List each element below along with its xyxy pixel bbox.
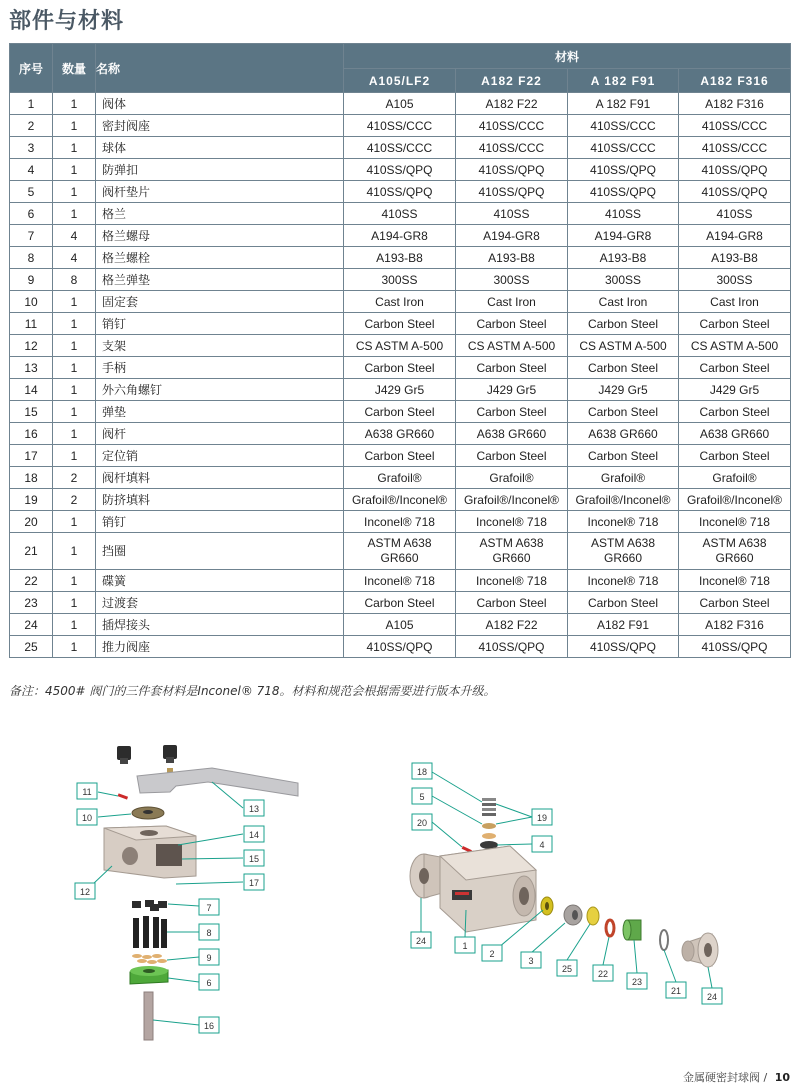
cell-material: J429 Gr5 xyxy=(568,379,679,401)
cell-seq: 3 xyxy=(10,137,53,159)
cell-material: CS ASTM A-500 xyxy=(344,335,456,357)
svg-text:19: 19 xyxy=(536,813,548,823)
cell-material: ASTM A638 GR660 xyxy=(568,533,679,570)
cell-material: Inconel® 718 xyxy=(568,511,679,533)
svg-text:13: 13 xyxy=(248,804,260,814)
hex-nut-icon xyxy=(117,745,177,764)
cell-material: Carbon Steel xyxy=(344,401,456,423)
cell-qty: 4 xyxy=(53,247,96,269)
cell-material: CS ASTM A-500 xyxy=(568,335,679,357)
cell-seq: 13 xyxy=(10,357,53,379)
table-row xyxy=(10,313,791,335)
cell-material: 300SS xyxy=(456,269,568,291)
cell-material: Cast Iron xyxy=(456,291,568,313)
cell-qty: 2 xyxy=(53,467,96,489)
table-row xyxy=(10,489,791,511)
header-material-f316: A182 F316 xyxy=(679,69,791,93)
cell-name: 定位销 xyxy=(96,445,344,467)
callout-6 xyxy=(199,974,219,990)
cell-material: Grafoil®/Inconel® xyxy=(568,489,679,511)
adapter-sleeve-icon xyxy=(623,920,641,940)
svg-text:18: 18 xyxy=(416,767,428,777)
svg-text:2: 2 xyxy=(489,949,495,959)
gland-icon xyxy=(130,966,168,984)
svg-text:16: 16 xyxy=(203,1021,215,1031)
callout-4 xyxy=(532,836,552,852)
cell-material: Grafoil® xyxy=(679,467,791,489)
cell-qty: 4 xyxy=(53,225,96,247)
cell-material: Grafoil®/Inconel® xyxy=(679,489,791,511)
cell-seq: 2 xyxy=(10,115,53,137)
cell-material: A638 GR660 xyxy=(679,423,791,445)
cell-name: 弹垫 xyxy=(96,401,344,423)
cell-material: 410SS/QPQ xyxy=(568,159,679,181)
cell-name: 推力阀座 xyxy=(96,636,344,658)
cell-material: Cast Iron xyxy=(344,291,456,313)
cell-seq: 5 xyxy=(10,181,53,203)
cell-qty: 1 xyxy=(53,511,96,533)
cell-material: 410SS/QPQ xyxy=(456,636,568,658)
cell-seq: 22 xyxy=(10,570,53,592)
table-row xyxy=(10,225,791,247)
cell-material: Cast Iron xyxy=(679,291,791,313)
callout-18 xyxy=(412,763,432,779)
cell-seq: 25 xyxy=(10,636,53,658)
cell-name: 外六角螺钉 xyxy=(96,379,344,401)
packing-stack-icon xyxy=(480,798,498,849)
cell-material: Carbon Steel xyxy=(679,445,791,467)
ball-icon xyxy=(564,905,582,925)
table-row xyxy=(10,181,791,203)
callout-5 xyxy=(412,788,432,804)
cell-name: 过渡套 xyxy=(96,592,344,614)
stem-icon xyxy=(144,992,153,1040)
end-connector-right-icon xyxy=(682,933,718,967)
callout-19 xyxy=(532,809,552,825)
cell-material: 410SS/QPQ xyxy=(344,181,456,203)
callout-1 xyxy=(455,937,475,953)
cell-material: 410SS/CCC xyxy=(568,137,679,159)
cell-name: 销钉 xyxy=(96,511,344,533)
cell-name: 阀体 xyxy=(96,93,344,115)
cell-material: A638 GR660 xyxy=(344,423,456,445)
cell-name: 阀杆 xyxy=(96,423,344,445)
header-material: 材料 xyxy=(344,44,791,69)
cell-name: 格兰螺栓 xyxy=(96,247,344,269)
cell-name: 手柄 xyxy=(96,357,344,379)
cell-seq: 4 xyxy=(10,159,53,181)
cell-material: Inconel® 718 xyxy=(456,511,568,533)
cell-material: A182 F22 xyxy=(456,93,568,115)
cell-material: 410SS/QPQ xyxy=(568,636,679,658)
cell-qty: 1 xyxy=(53,379,96,401)
cell-material: J429 Gr5 xyxy=(456,379,568,401)
table-row xyxy=(10,423,791,445)
cell-name: 支架 xyxy=(96,335,344,357)
cell-name: 防挤填料 xyxy=(96,489,344,511)
cell-material: Carbon Steel xyxy=(344,592,456,614)
cell-name: 插焊接头 xyxy=(96,614,344,636)
table-row xyxy=(10,357,791,379)
svg-text:14: 14 xyxy=(248,830,260,840)
header-material-a105: A105/LF2 xyxy=(344,69,456,93)
cell-qty: 1 xyxy=(53,592,96,614)
table-row xyxy=(10,614,791,636)
svg-text:1: 1 xyxy=(462,941,468,951)
cell-seq: 19 xyxy=(10,489,53,511)
table-row xyxy=(10,203,791,225)
svg-text:8: 8 xyxy=(206,928,212,938)
cell-material: 410SS/QPQ xyxy=(568,181,679,203)
cell-material: Inconel® 718 xyxy=(568,570,679,592)
cell-material: CS ASTM A-500 xyxy=(456,335,568,357)
cell-material: 410SS/CCC xyxy=(679,137,791,159)
gland-bolts-icon xyxy=(133,916,167,948)
cell-qty: 1 xyxy=(53,181,96,203)
cell-material: 410SS/QPQ xyxy=(679,181,791,203)
cell-material: 410SS/QPQ xyxy=(456,181,568,203)
cell-material: A182 F22 xyxy=(456,614,568,636)
cell-name: 挡圈 xyxy=(96,533,344,570)
cell-qty: 1 xyxy=(53,423,96,445)
page-number: 10 xyxy=(774,1071,790,1084)
table-row xyxy=(10,379,791,401)
cell-material: Grafoil®/Inconel® xyxy=(456,489,568,511)
cell-material: Carbon Steel xyxy=(456,445,568,467)
table-row xyxy=(10,467,791,489)
cell-material: Inconel® 718 xyxy=(679,511,791,533)
cell-name: 防弹扣 xyxy=(96,159,344,181)
cell-material: Grafoil® xyxy=(344,467,456,489)
svg-text:3: 3 xyxy=(528,956,534,966)
parts-materials-table xyxy=(9,43,791,658)
table-row xyxy=(10,247,791,269)
svg-text:5: 5 xyxy=(419,792,425,802)
retaining-ring-icon xyxy=(660,930,668,950)
cell-material: Carbon Steel xyxy=(456,592,568,614)
callout-24 xyxy=(411,932,431,948)
cell-material: 410SS/QPQ xyxy=(679,636,791,658)
handle-icon xyxy=(137,768,298,796)
cell-material: Inconel® 718 xyxy=(456,570,568,592)
callout-9 xyxy=(199,949,219,965)
footnote: 备注：4500# 阀门的三件套材料是Inconel® 718。材料和规范会根据需要进行版本升级。 xyxy=(9,684,496,698)
table-row xyxy=(10,137,791,159)
cell-material: 410SS/CCC xyxy=(456,137,568,159)
cell-qty: 1 xyxy=(53,614,96,636)
cell-material: ASTM A638 GR660 xyxy=(456,533,568,570)
svg-text:17: 17 xyxy=(248,878,260,888)
cell-material: 410SS/QPQ xyxy=(679,159,791,181)
cell-material: A193-B8 xyxy=(456,247,568,269)
cell-qty: 1 xyxy=(53,357,96,379)
cell-material: Carbon Steel xyxy=(679,313,791,335)
callout-3 xyxy=(521,952,541,968)
svg-text:25: 25 xyxy=(561,964,573,974)
cell-material: J429 Gr5 xyxy=(344,379,456,401)
callout-13 xyxy=(244,800,264,816)
cell-seq: 10 xyxy=(10,291,53,313)
callout-10 xyxy=(77,809,97,825)
cell-material: Carbon Steel xyxy=(568,357,679,379)
cell-seq: 8 xyxy=(10,247,53,269)
cell-material: 300SS xyxy=(344,269,456,291)
cell-qty: 1 xyxy=(53,115,96,137)
cell-material: 410SS xyxy=(679,203,791,225)
table-row xyxy=(10,511,791,533)
cell-material: Grafoil® xyxy=(456,467,568,489)
cell-material: Carbon Steel xyxy=(456,357,568,379)
callout-23 xyxy=(627,973,647,989)
red-pin-icon xyxy=(118,793,128,799)
cell-material: 410SS/CCC xyxy=(679,115,791,137)
cell-material: Cast Iron xyxy=(568,291,679,313)
svg-text:20: 20 xyxy=(416,818,428,828)
svg-text:12: 12 xyxy=(79,887,91,897)
callout-2 xyxy=(482,945,502,961)
callout-17 xyxy=(244,874,264,890)
cell-material: 410SS/QPQ xyxy=(456,159,568,181)
cell-material: 410SS/CCC xyxy=(344,115,456,137)
table-row xyxy=(10,291,791,313)
cell-qty: 1 xyxy=(53,159,96,181)
cell-material: Carbon Steel xyxy=(679,592,791,614)
table-row xyxy=(10,636,791,658)
cell-name: 格兰螺母 xyxy=(96,225,344,247)
cell-seq: 7 xyxy=(10,225,53,247)
cell-seq: 24 xyxy=(10,614,53,636)
cell-material: 300SS xyxy=(568,269,679,291)
cell-material: Carbon Steel xyxy=(456,401,568,423)
header-material-f91: A 182 F91 xyxy=(568,69,679,93)
disc-spring-icon xyxy=(606,920,614,936)
table-row xyxy=(10,269,791,291)
callout-22 xyxy=(593,965,613,981)
cell-name: 销钉 xyxy=(96,313,344,335)
table-row xyxy=(10,115,791,137)
cell-seq: 18 xyxy=(10,467,53,489)
cell-seq: 20 xyxy=(10,511,53,533)
cell-material: Inconel® 718 xyxy=(679,570,791,592)
cell-material: A638 GR660 xyxy=(568,423,679,445)
table-row xyxy=(10,570,791,592)
cell-seq: 14 xyxy=(10,379,53,401)
cell-material: Grafoil®/Inconel® xyxy=(344,489,456,511)
cell-seq: 12 xyxy=(10,335,53,357)
callout-12 xyxy=(75,883,95,899)
cell-material: Carbon Steel xyxy=(679,357,791,379)
cell-material: Carbon Steel xyxy=(568,445,679,467)
cell-name: 格兰 xyxy=(96,203,344,225)
cell-material: 410SS/QPQ xyxy=(344,159,456,181)
cell-material: A182 F316 xyxy=(679,93,791,115)
svg-text:24: 24 xyxy=(415,936,427,946)
cell-qty: 1 xyxy=(53,335,96,357)
thrust-seat-icon xyxy=(587,907,599,925)
table-row xyxy=(10,93,791,115)
callout-24b xyxy=(702,988,722,1004)
page-title: 部件与材料 xyxy=(9,9,125,34)
footer-doc-title: 金属硬密封球阀 xyxy=(682,1071,760,1084)
cell-material: 410SS xyxy=(568,203,679,225)
svg-text:6: 6 xyxy=(206,978,212,988)
cell-material: Inconel® 718 xyxy=(344,511,456,533)
cell-seq: 1 xyxy=(10,93,53,115)
table-row xyxy=(10,159,791,181)
cell-name: 密封阀座 xyxy=(96,115,344,137)
cell-material: CS ASTM A-500 xyxy=(679,335,791,357)
cell-material: A193-B8 xyxy=(568,247,679,269)
cell-seq: 17 xyxy=(10,445,53,467)
header-material-f22: A182 F22 xyxy=(456,69,568,93)
cell-qty: 1 xyxy=(53,137,96,159)
cell-seq: 21 xyxy=(10,533,53,570)
callout-16 xyxy=(199,1017,219,1033)
cell-material: Carbon Steel xyxy=(568,592,679,614)
gland-nuts-icon xyxy=(132,900,167,911)
cell-material: A194-GR8 xyxy=(456,225,568,247)
valve-body-icon xyxy=(440,846,536,932)
cell-name: 阀杆垫片 xyxy=(96,181,344,203)
header-name: 名称 xyxy=(96,44,344,93)
callout-25 xyxy=(557,960,577,976)
cell-material: ASTM A638 GR660 xyxy=(679,533,791,570)
cell-qty: 1 xyxy=(53,203,96,225)
footer-separator: / xyxy=(763,1071,768,1084)
callout-14 xyxy=(244,826,264,842)
cell-material: Carbon Steel xyxy=(568,313,679,335)
page-footer xyxy=(683,1069,790,1085)
table-row xyxy=(10,533,791,570)
cell-qty: 1 xyxy=(53,401,96,423)
callout-21 xyxy=(666,982,686,998)
cell-qty: 1 xyxy=(53,445,96,467)
cell-material: 410SS xyxy=(456,203,568,225)
cell-material: A193-B8 xyxy=(344,247,456,269)
cell-qty: 1 xyxy=(53,533,96,570)
cell-qty: 8 xyxy=(53,269,96,291)
cell-seq: 9 xyxy=(10,269,53,291)
cell-material: A105 xyxy=(344,93,456,115)
callout-15 xyxy=(244,850,264,866)
cell-qty: 1 xyxy=(53,570,96,592)
bracket-icon xyxy=(104,826,196,878)
cell-material: A193-B8 xyxy=(679,247,791,269)
spring-washers-icon xyxy=(132,954,167,964)
cell-material: A182 F316 xyxy=(679,614,791,636)
cell-material: Grafoil® xyxy=(568,467,679,489)
cell-material: A194-GR8 xyxy=(679,225,791,247)
svg-text:22: 22 xyxy=(597,969,609,979)
svg-text:15: 15 xyxy=(248,854,260,864)
header-seq: 序号 xyxy=(10,44,53,93)
cell-name: 固定套 xyxy=(96,291,344,313)
cell-seq: 6 xyxy=(10,203,53,225)
svg-text:24: 24 xyxy=(706,992,718,1002)
cell-material: A 182 F91 xyxy=(568,93,679,115)
cell-material: 300SS xyxy=(679,269,791,291)
cell-seq: 23 xyxy=(10,592,53,614)
left-assembly-illustration xyxy=(104,745,298,1040)
cell-seq: 16 xyxy=(10,423,53,445)
cell-material: Carbon Steel xyxy=(344,445,456,467)
cell-material: A194-GR8 xyxy=(568,225,679,247)
table-row xyxy=(10,335,791,357)
table-row xyxy=(10,592,791,614)
table-row xyxy=(10,401,791,423)
cell-material: J429 Gr5 xyxy=(679,379,791,401)
callout-8 xyxy=(199,924,219,940)
cell-material: Inconel® 718 xyxy=(344,570,456,592)
cell-seq: 11 xyxy=(10,313,53,335)
svg-text:9: 9 xyxy=(206,953,212,963)
cell-material: 410SS/CCC xyxy=(344,137,456,159)
seat-icon xyxy=(541,897,553,915)
cell-material: A194-GR8 xyxy=(344,225,456,247)
table-row xyxy=(10,445,791,467)
cell-qty: 1 xyxy=(53,93,96,115)
cell-qty: 1 xyxy=(53,636,96,658)
svg-text:10: 10 xyxy=(81,813,93,823)
cell-name: 碟簧 xyxy=(96,570,344,592)
svg-text:7: 7 xyxy=(206,903,212,913)
cell-qty: 2 xyxy=(53,489,96,511)
svg-text:23: 23 xyxy=(631,977,643,987)
cell-qty: 1 xyxy=(53,313,96,335)
svg-text:11: 11 xyxy=(82,787,92,797)
cell-material: 410SS/CCC xyxy=(568,115,679,137)
cell-name: 球体 xyxy=(96,137,344,159)
cell-material: Carbon Steel xyxy=(344,313,456,335)
svg-text:21: 21 xyxy=(670,986,682,996)
cell-material: 410SS/QPQ xyxy=(344,636,456,658)
cell-material: Carbon Steel xyxy=(344,357,456,379)
exploded-view-diagram xyxy=(0,720,800,1060)
cell-material: Carbon Steel xyxy=(679,401,791,423)
cell-seq: 15 xyxy=(10,401,53,423)
callout-11 xyxy=(77,783,97,799)
cell-name: 阀杆填料 xyxy=(96,467,344,489)
cell-material: A182 F91 xyxy=(568,614,679,636)
cell-material: A638 GR660 xyxy=(456,423,568,445)
cell-material: 410SS xyxy=(344,203,456,225)
cell-material: A105 xyxy=(344,614,456,636)
header-qty: 数量 xyxy=(53,44,96,93)
cell-material: Carbon Steel xyxy=(456,313,568,335)
cell-material: Carbon Steel xyxy=(568,401,679,423)
cell-name: 格兰弹垫 xyxy=(96,269,344,291)
callout-20 xyxy=(412,814,432,830)
cell-qty: 1 xyxy=(53,291,96,313)
cell-material: ASTM A638 GR660 xyxy=(344,533,456,570)
svg-text:4: 4 xyxy=(539,840,545,850)
cell-material: 410SS/CCC xyxy=(456,115,568,137)
callout-7 xyxy=(199,899,219,915)
